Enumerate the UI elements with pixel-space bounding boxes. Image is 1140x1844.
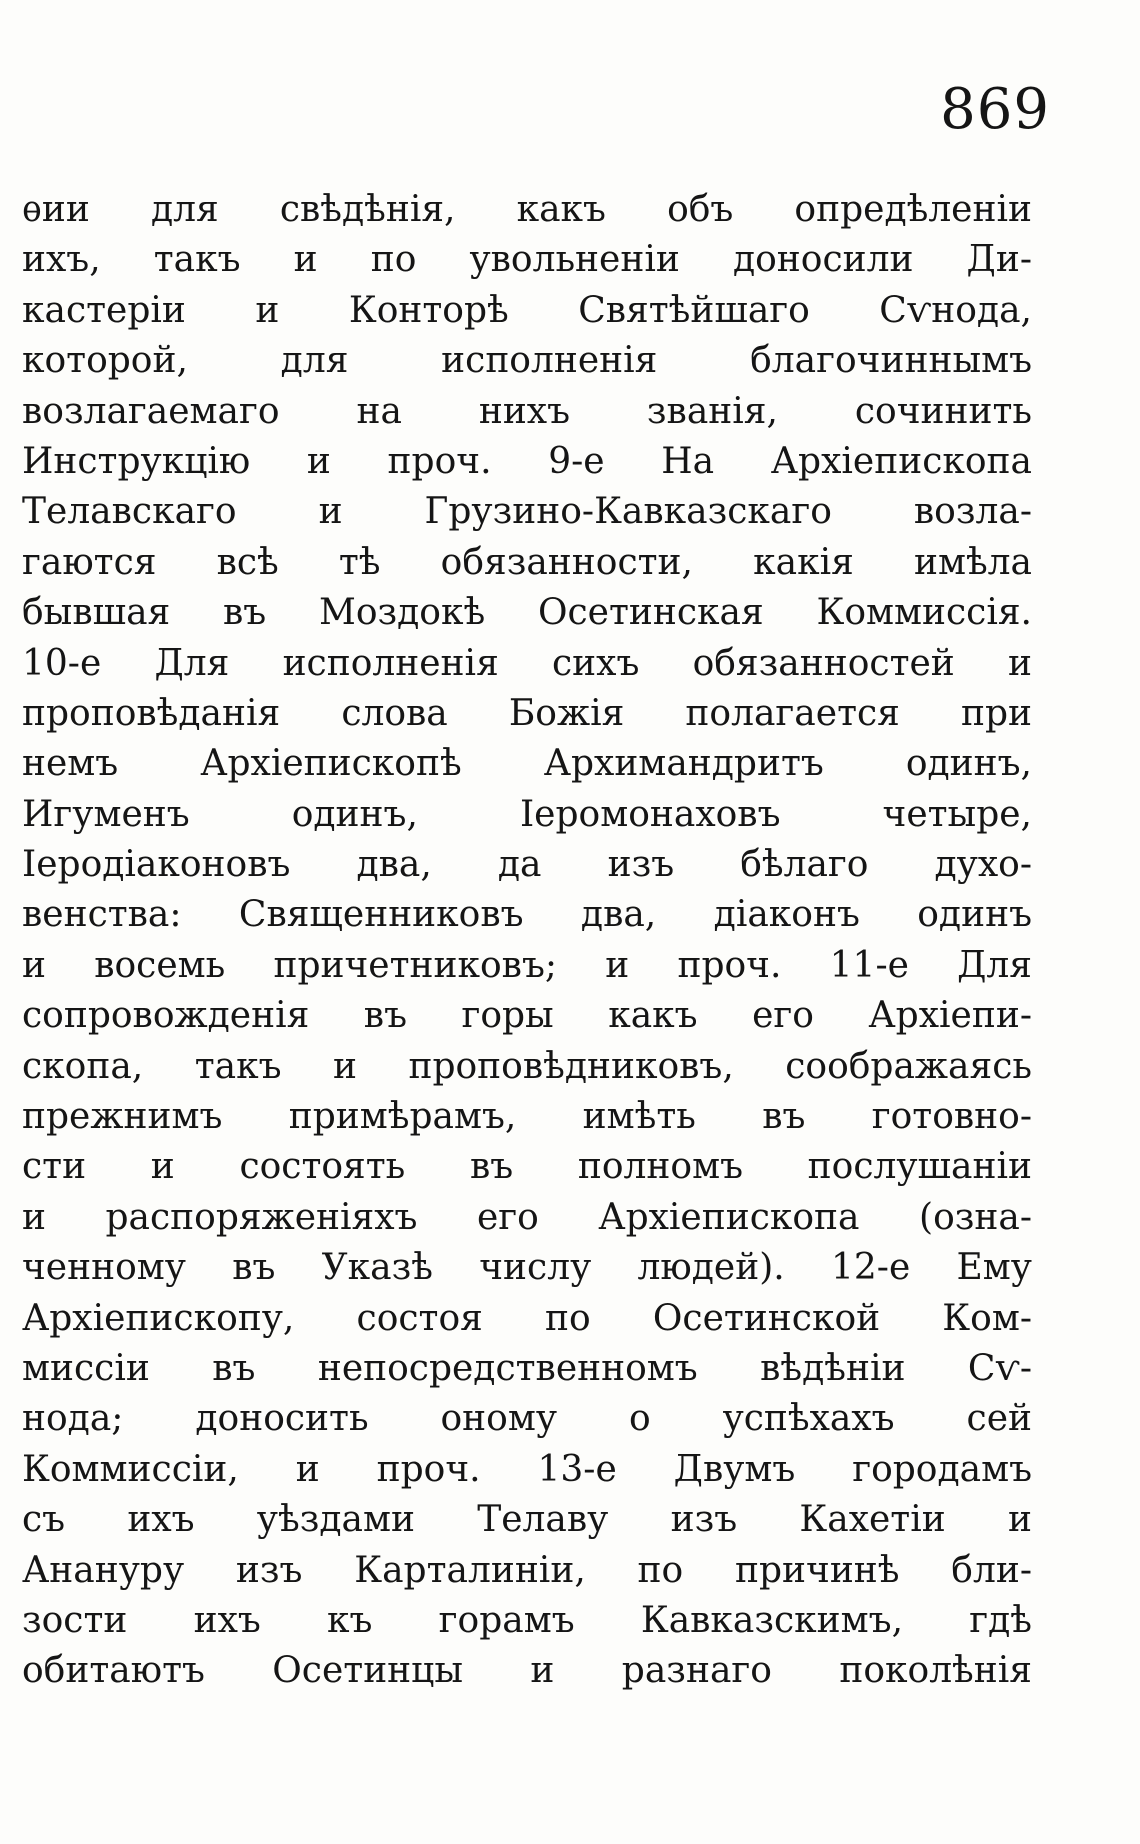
body-text bbox=[22, 185, 1032, 1697]
text-line: и распоряженіяхъ его Архіепископа (озна- bbox=[22, 1196, 1032, 1238]
text-line: венства: Священниковъ два, діаконъ одинъ bbox=[22, 894, 1032, 936]
page-number: 869 bbox=[940, 77, 1050, 142]
text-line: миссіи въ непосредственномъ вѣдѣніи Сѵ- bbox=[22, 1347, 1032, 1389]
text-line: проповѣданія слова Божія полагается при bbox=[22, 692, 1032, 734]
text-line: немъ Архіепископѣ Архимандритъ одинъ, bbox=[22, 743, 1032, 785]
text-line: зости ихъ къ горамъ Кавказскимъ, гдѣ bbox=[22, 1599, 1032, 1641]
text-line: скопа, такъ и проповѣдниковъ, соображаясь bbox=[22, 1045, 1032, 1087]
text-line: Іеродіаконовъ два, да изъ бѣлаго духо- bbox=[22, 844, 1032, 886]
text-line: съ ихъ уѣздами Телаву изъ Кахетіи и bbox=[22, 1499, 1032, 1541]
text-line: и восемь причетниковъ; и проч. 11-е Для bbox=[22, 944, 1032, 986]
text-line: гаются всѣ тѣ обязанности, какія имѣла bbox=[22, 541, 1032, 583]
text-line: которой, для исполненія благочиннымъ bbox=[22, 340, 1032, 382]
text-line: ѳии для свѣдѣнія, какъ объ опредѣленіи bbox=[22, 189, 1032, 230]
text-line: ихъ, такъ и по увольненіи доносили Ди- bbox=[22, 239, 1032, 281]
text-line: Коммиссіи, и проч. 13-е Двумъ городамъ bbox=[22, 1448, 1032, 1490]
text-line: Анануру изъ Карталиніи, по причинѣ бли- bbox=[22, 1549, 1032, 1591]
text-line: сопровожденія въ горы какъ его Архіепи- bbox=[22, 995, 1032, 1037]
text-line: кастеріи и Конторѣ Святѣйшаго Сѵнода, bbox=[22, 289, 1032, 331]
text-line: Архіепископу, состоя по Осетинской Ком- bbox=[22, 1297, 1032, 1339]
text-line: возлагаемаго на нихъ званія, сочинить bbox=[22, 390, 1032, 432]
text-line: обитаютъ Осетинцы и разнаго поколѣнія bbox=[22, 1650, 1032, 1692]
text-line: нода; доносить оному о успѣхахъ сей bbox=[22, 1398, 1032, 1440]
text-line: сти и состоять въ полномъ послушаніи bbox=[22, 1146, 1032, 1188]
text-line: ченному въ Указѣ числу людей). 12-е Ему bbox=[22, 1247, 1032, 1289]
text-line: 10-е Для исполненія сихъ обязанностей и bbox=[22, 642, 1032, 684]
text-line: Телавскаго и Грузино-Кавказскаго возла- bbox=[22, 491, 1032, 533]
text-line: бывшая въ Моздокѣ Осетинская Коммиссія. bbox=[22, 592, 1032, 634]
text-line: Игуменъ одинъ, Іеромонаховъ четыре, bbox=[22, 793, 1032, 835]
text-line: прежнимъ примѣрамъ, имѣть въ готовно- bbox=[22, 1096, 1032, 1138]
text-line: Инструкцію и проч. 9-е На Архіепископа bbox=[22, 440, 1032, 482]
